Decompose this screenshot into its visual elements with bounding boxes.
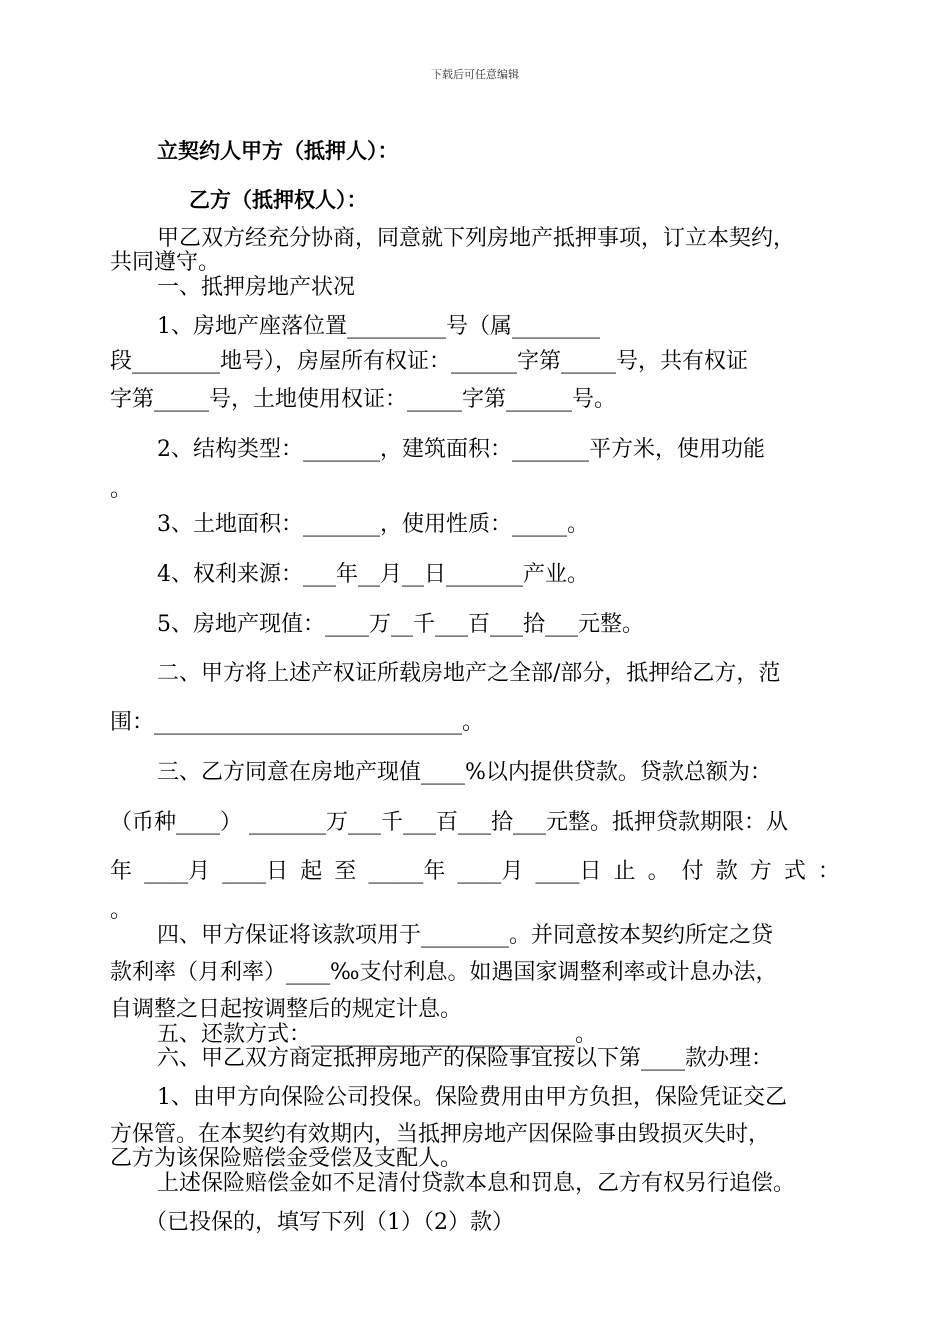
- party-a-line: 立契约人甲方（抵押人）：: [157, 139, 399, 163]
- preamble-line-1: 甲乙双方经充分协商，同意就下列房地产抵押事项，订立本契约，: [157, 226, 796, 251]
- item-1-line-1: 1、房地产座落位置_________号（属________: [157, 314, 600, 339]
- section-4-line-1: 四、甲方保证将该款项用于________。并同意按本契约所定之贷: [157, 923, 774, 948]
- section-3-line-1: 三、乙方同意在房地产现值____%以内提供贷款。贷款总额为：: [157, 760, 772, 785]
- item-4-line: 4、权利来源：___年__月__日_______产业。: [157, 562, 589, 587]
- insurance-item-1-line-1: 1、由甲方向保险公司投保。保险费用由甲方负担，保险凭证交乙: [157, 1085, 787, 1110]
- insurance-item-1-line-2: 方保管。在本契约有效期内，当抵押房地产因保险事由毁损灭失时，: [110, 1122, 771, 1147]
- item-5-line: 5、房地产现值：____万__千___百___拾___元整。: [157, 612, 644, 637]
- insurance-shortfall-line: 上述保险赔偿金如不足清付贷款本息和罚息，乙方有权另行追偿。: [157, 1171, 796, 1196]
- item-2-line-2: 。: [110, 477, 133, 502]
- section-6-line: 六、甲乙双方商定抵押房地产的保险事宜按以下第____款办理：: [157, 1046, 774, 1071]
- section-1-heading: 一、抵押房地产状况: [157, 275, 356, 300]
- item-1-line-2: 段________地号），房屋所有权证：______字第_____号，共有权证: [110, 349, 749, 374]
- item-3-line: 3、土地面积：_______，使用性质：_____。: [157, 512, 589, 537]
- preamble-line-2: 共同遵守。: [110, 250, 221, 275]
- section-2-line-2: 围：____________________________。: [110, 710, 485, 735]
- section-3-line-2: （币种____） _______万___千___百___拾___元整。抵押贷款期限：从: [110, 810, 788, 835]
- page-header: 下载后可任意编辑: [431, 68, 519, 81]
- section-4-line-2: 款利率（月利率）____‰支付利息。如遇国家调整利率或计息办法，: [110, 960, 778, 985]
- section-5-line: 五、还款方式：________________________。: [157, 1022, 598, 1047]
- party-b-line: 乙方（抵押权人）：: [189, 188, 368, 212]
- section-2-line-1: 二、甲方将上述产权证所载房地产之全部/部分，抵押给乙方，范: [157, 661, 781, 686]
- item-2-line-1: 2、结构类型：_______，建筑面积：_______平方米，使用功能: [157, 437, 765, 462]
- insured-note-line: （已投保的，填写下列（1）（2）款）: [145, 1210, 514, 1235]
- item-1-line-3: 字第_____号，土地使用权证：_____字第______号。: [110, 387, 617, 412]
- section-3-line-3: 年 ____月 ____日 起 至 _____年 ____月 ____日 止 。 付 款 方 式 ：: [110, 859, 840, 884]
- insurance-item-1-line-3: 乙方为该保险赔偿金受偿及支配人。: [110, 1146, 463, 1171]
- section-3-line-4: 。: [110, 898, 133, 923]
- section-4-line-3: 自调整之日起按调整后的规定计息。: [110, 997, 463, 1022]
